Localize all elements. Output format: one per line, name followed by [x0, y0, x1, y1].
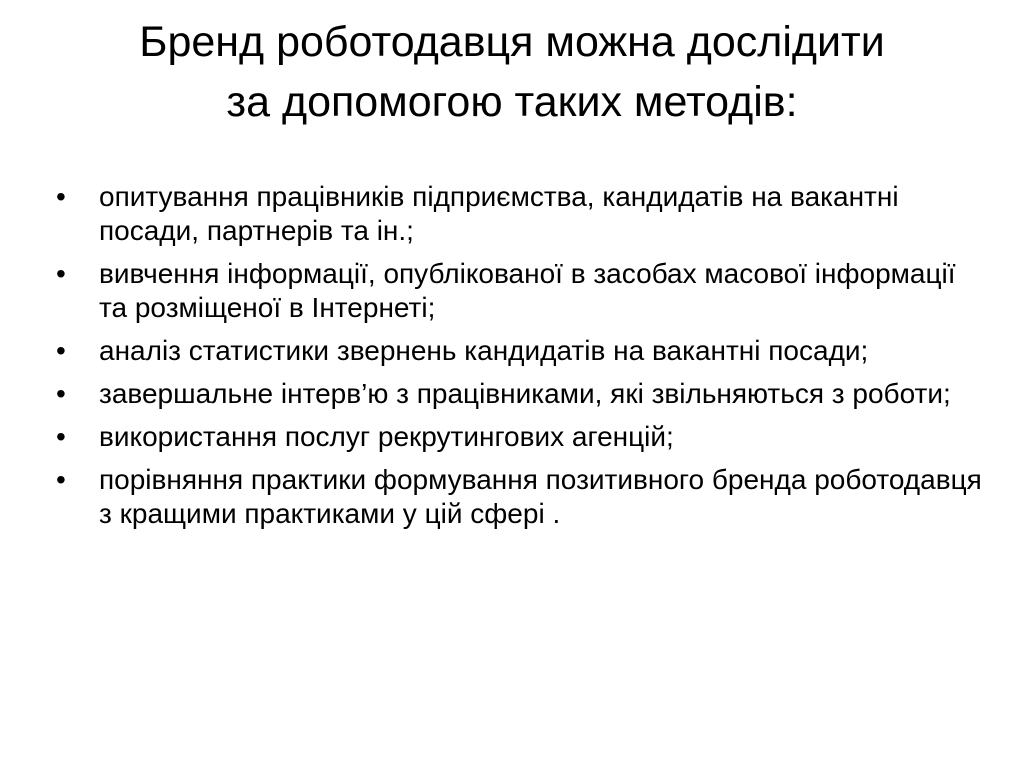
- bullet-item: [56, 334, 986, 368]
- bullet-icon: •: [56, 378, 66, 409]
- bullet-icon: •: [56, 335, 66, 366]
- slide-title: [40, 12, 984, 132]
- bullet-item: [56, 420, 986, 454]
- bullet-item: [56, 463, 986, 531]
- bullet-icon: •: [56, 181, 66, 212]
- bullet-text: завершальне інтерв’ю з працівниками, які звільняються з роботи;: [99, 378, 951, 409]
- bullet-icon: •: [56, 421, 66, 452]
- bullet-item: [56, 180, 986, 248]
- slide-title-line: за допомогою таких методів:: [226, 78, 798, 126]
- bullet-text: аналіз статистики звернень кандидатів на вакантні посади;: [99, 335, 869, 366]
- bullet-text: вивчення інформації, опублікованої в засобах масової інформації та розміщеної в Інтернеті;: [99, 258, 956, 323]
- bullet-icon: •: [56, 258, 66, 289]
- bullet-list: [56, 180, 986, 540]
- bullet-text: використання послуг рекрутингових агенцій;: [99, 421, 674, 452]
- bullet-text: опитування працівників підприємства, кандидатів на вакантні посади, партнерів та ін.;: [99, 181, 899, 246]
- bullet-item: [56, 257, 986, 325]
- bullet-text: порівняння практики формування позитивного бренда роботодавця з кращими практиками у цій сфері .: [99, 464, 982, 529]
- bullet-item: [56, 377, 986, 411]
- bullet-icon: •: [56, 464, 66, 495]
- slide-title-line: Бренд роботодавця можна дослідити: [139, 18, 885, 66]
